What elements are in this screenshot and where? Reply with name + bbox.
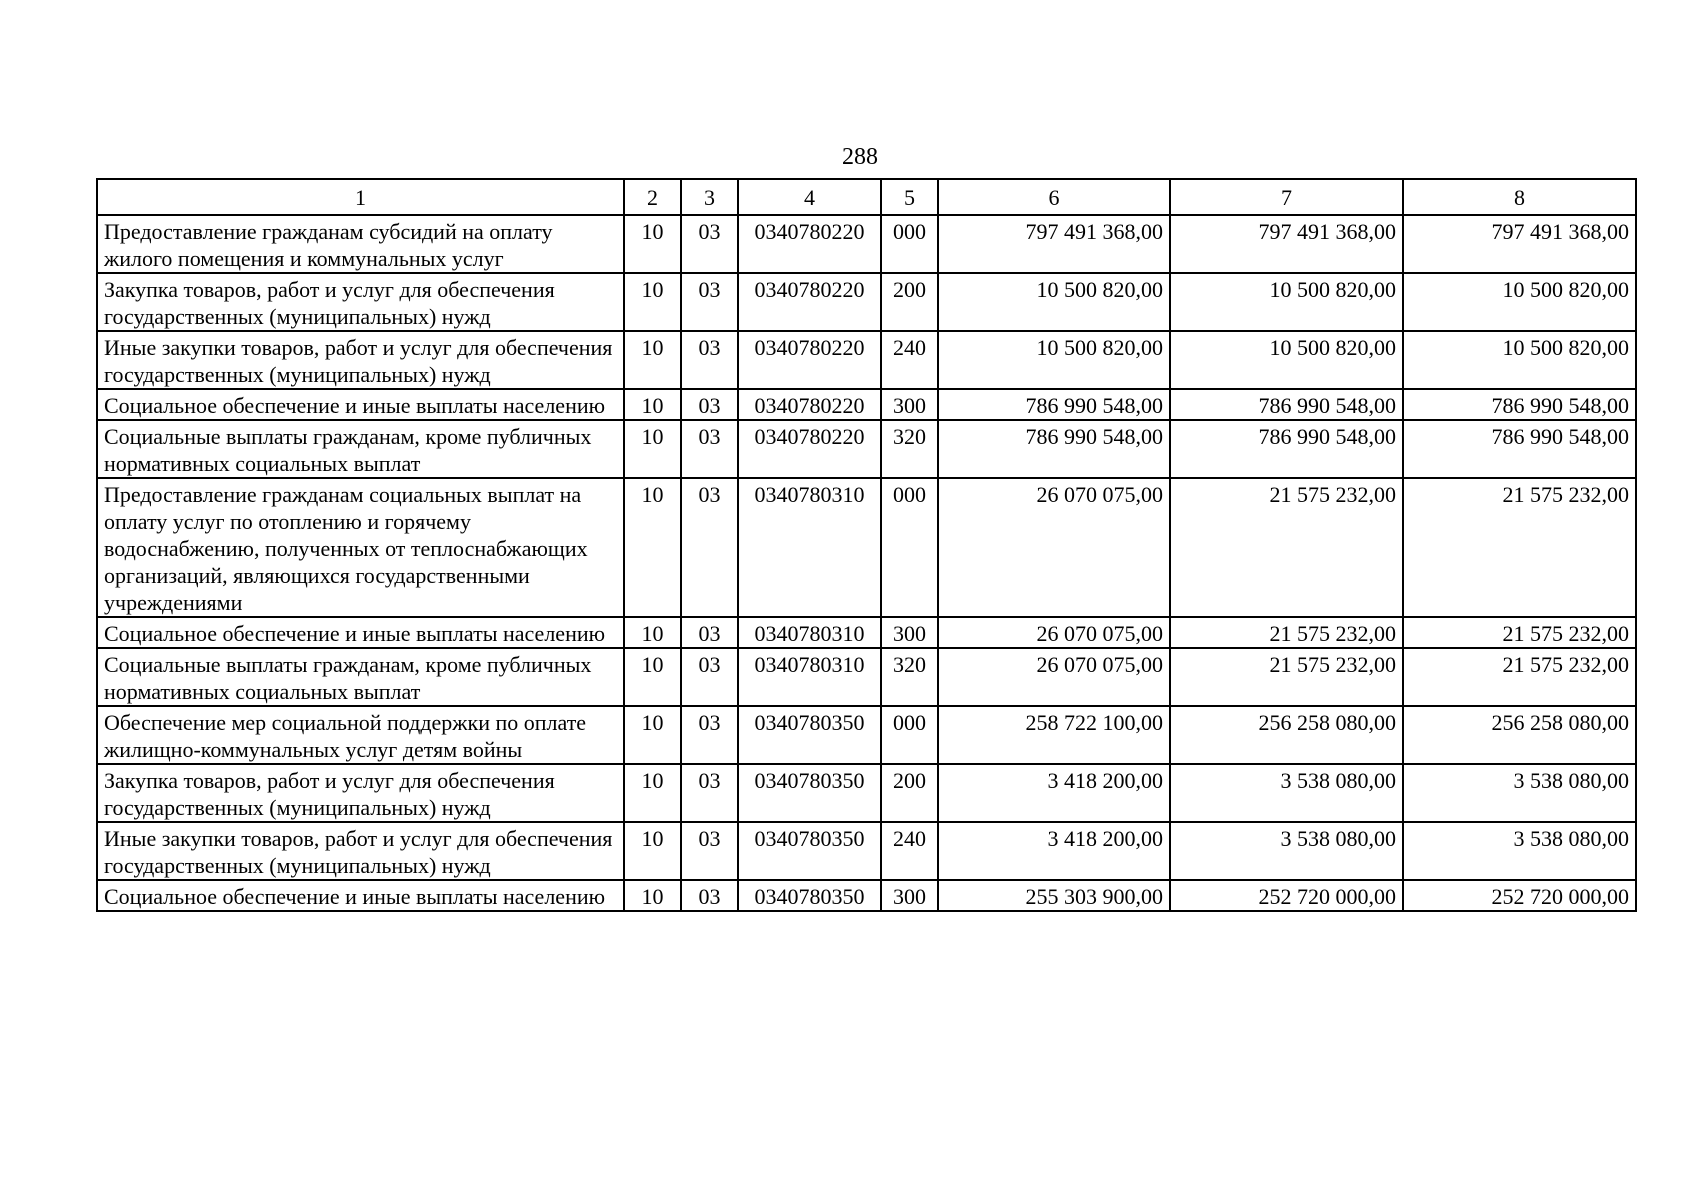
row-amount-col6: 258 722 100,00 <box>938 706 1170 764</box>
row-amount-col6: 10 500 820,00 <box>938 331 1170 389</box>
table-row <box>97 648 1636 706</box>
row-amount-col7: 21 575 232,00 <box>1170 478 1403 617</box>
row-description: Предоставление гражданам социальных выплат на оплату услуг по отоплению и горячему водоснабжению, полученных от теплоснабжающих организаций, являющихся государственными учреждениями <box>97 478 624 617</box>
row-section-code: 10 <box>624 880 681 911</box>
row-amount-col8: 786 990 548,00 <box>1403 420 1636 478</box>
column-header-7: 7 <box>1170 179 1403 215</box>
row-description: Иные закупки товаров, работ и услуг для обеспечения государственных (муниципальных) нужд <box>97 822 624 880</box>
row-description: Закупка товаров, работ и услуг для обеспечения государственных (муниципальных) нужд <box>97 764 624 822</box>
table-row <box>97 880 1636 911</box>
row-expense-type-code: 240 <box>881 331 938 389</box>
row-section-code: 10 <box>624 331 681 389</box>
row-section-code: 10 <box>624 215 681 273</box>
row-description: Иные закупки товаров, работ и услуг для обеспечения государственных (муниципальных) нужд <box>97 331 624 389</box>
row-amount-col6: 786 990 548,00 <box>938 420 1170 478</box>
row-subsection-code: 03 <box>681 273 738 331</box>
table-row <box>97 617 1636 648</box>
row-target-article-code: 0340780220 <box>738 420 881 478</box>
row-target-article-code: 0340780310 <box>738 617 881 648</box>
row-amount-col7: 252 720 000,00 <box>1170 880 1403 911</box>
row-subsection-code: 03 <box>681 764 738 822</box>
column-header-8: 8 <box>1403 179 1636 215</box>
column-header-6: 6 <box>938 179 1170 215</box>
row-amount-col8: 3 538 080,00 <box>1403 822 1636 880</box>
row-description: Социальное обеспечение и иные выплаты населению <box>97 880 624 911</box>
row-section-code: 10 <box>624 420 681 478</box>
row-expense-type-code: 240 <box>881 822 938 880</box>
row-amount-col8: 3 538 080,00 <box>1403 764 1636 822</box>
row-amount-col7: 786 990 548,00 <box>1170 389 1403 420</box>
row-amount-col8: 256 258 080,00 <box>1403 706 1636 764</box>
row-amount-col7: 3 538 080,00 <box>1170 822 1403 880</box>
table-row <box>97 478 1636 617</box>
row-target-article-code: 0340780220 <box>738 389 881 420</box>
column-header-5: 5 <box>881 179 938 215</box>
table-header <box>97 179 1636 215</box>
row-subsection-code: 03 <box>681 617 738 648</box>
header-row <box>97 179 1636 215</box>
row-amount-col8: 10 500 820,00 <box>1403 331 1636 389</box>
row-description: Закупка товаров, работ и услуг для обеспечения государственных (муниципальных) нужд <box>97 273 624 331</box>
row-section-code: 10 <box>624 764 681 822</box>
row-amount-col6: 26 070 075,00 <box>938 648 1170 706</box>
row-amount-col6: 26 070 075,00 <box>938 478 1170 617</box>
row-section-code: 10 <box>624 389 681 420</box>
column-header-2: 2 <box>624 179 681 215</box>
row-section-code: 10 <box>624 273 681 331</box>
table-row <box>97 420 1636 478</box>
column-header-3: 3 <box>681 179 738 215</box>
row-subsection-code: 03 <box>681 822 738 880</box>
budget-table <box>96 178 1637 912</box>
row-expense-type-code: 000 <box>881 478 938 617</box>
row-amount-col6: 10 500 820,00 <box>938 273 1170 331</box>
row-amount-col8: 252 720 000,00 <box>1403 880 1636 911</box>
row-target-article-code: 0340780310 <box>738 478 881 617</box>
row-description: Предоставление гражданам субсидий на оплату жилого помещения и коммунальных услуг <box>97 215 624 273</box>
table-row <box>97 764 1636 822</box>
row-amount-col8: 21 575 232,00 <box>1403 648 1636 706</box>
row-target-article-code: 0340780350 <box>738 880 881 911</box>
row-section-code: 10 <box>624 648 681 706</box>
row-expense-type-code: 320 <box>881 648 938 706</box>
table-row <box>97 331 1636 389</box>
table-body <box>97 215 1636 911</box>
row-amount-col7: 10 500 820,00 <box>1170 331 1403 389</box>
row-amount-col6: 3 418 200,00 <box>938 822 1170 880</box>
row-amount-col8: 21 575 232,00 <box>1403 478 1636 617</box>
row-target-article-code: 0340780350 <box>738 764 881 822</box>
row-amount-col7: 21 575 232,00 <box>1170 648 1403 706</box>
table-row <box>97 273 1636 331</box>
row-expense-type-code: 300 <box>881 880 938 911</box>
row-description: Обеспечение мер социальной поддержки по оплате жилищно-коммунальных услуг детям войны <box>97 706 624 764</box>
row-description: Социальное обеспечение и иные выплаты населению <box>97 617 624 648</box>
row-amount-col6: 26 070 075,00 <box>938 617 1170 648</box>
row-description: Социальные выплаты гражданам, кроме публичных нормативных социальных выплат <box>97 648 624 706</box>
table-row <box>97 215 1636 273</box>
row-amount-col7: 10 500 820,00 <box>1170 273 1403 331</box>
row-amount-col6: 3 418 200,00 <box>938 764 1170 822</box>
row-subsection-code: 03 <box>681 648 738 706</box>
row-amount-col8: 797 491 368,00 <box>1403 215 1636 273</box>
row-expense-type-code: 200 <box>881 273 938 331</box>
row-description: Социальное обеспечение и иные выплаты населению <box>97 389 624 420</box>
row-amount-col8: 21 575 232,00 <box>1403 617 1636 648</box>
row-expense-type-code: 200 <box>881 764 938 822</box>
row-target-article-code: 0340780310 <box>738 648 881 706</box>
row-amount-col8: 10 500 820,00 <box>1403 273 1636 331</box>
row-expense-type-code: 000 <box>881 215 938 273</box>
row-subsection-code: 03 <box>681 331 738 389</box>
column-header-4: 4 <box>738 179 881 215</box>
table-row <box>97 822 1636 880</box>
row-amount-col7: 786 990 548,00 <box>1170 420 1403 478</box>
row-section-code: 10 <box>624 617 681 648</box>
table-row <box>97 706 1636 764</box>
row-amount-col7: 3 538 080,00 <box>1170 764 1403 822</box>
row-amount-col7: 797 491 368,00 <box>1170 215 1403 273</box>
row-amount-col8: 786 990 548,00 <box>1403 389 1636 420</box>
row-subsection-code: 03 <box>681 389 738 420</box>
row-amount-col6: 786 990 548,00 <box>938 389 1170 420</box>
page-number: 288 <box>842 144 878 170</box>
column-header-1: 1 <box>97 179 624 215</box>
table-row <box>97 389 1636 420</box>
row-target-article-code: 0340780350 <box>738 706 881 764</box>
row-target-article-code: 0340780220 <box>738 215 881 273</box>
row-section-code: 10 <box>624 822 681 880</box>
row-subsection-code: 03 <box>681 215 738 273</box>
row-subsection-code: 03 <box>681 420 738 478</box>
row-expense-type-code: 300 <box>881 389 938 420</box>
row-amount-col6: 797 491 368,00 <box>938 215 1170 273</box>
row-expense-type-code: 000 <box>881 706 938 764</box>
row-subsection-code: 03 <box>681 880 738 911</box>
row-subsection-code: 03 <box>681 706 738 764</box>
row-amount-col6: 255 303 900,00 <box>938 880 1170 911</box>
row-target-article-code: 0340780220 <box>738 273 881 331</box>
row-expense-type-code: 320 <box>881 420 938 478</box>
row-amount-col7: 21 575 232,00 <box>1170 617 1403 648</box>
row-section-code: 10 <box>624 706 681 764</box>
row-expense-type-code: 300 <box>881 617 938 648</box>
row-amount-col7: 256 258 080,00 <box>1170 706 1403 764</box>
row-subsection-code: 03 <box>681 478 738 617</box>
row-target-article-code: 0340780350 <box>738 822 881 880</box>
row-section-code: 10 <box>624 478 681 617</box>
row-target-article-code: 0340780220 <box>738 331 881 389</box>
row-description: Социальные выплаты гражданам, кроме публичных нормативных социальных выплат <box>97 420 624 478</box>
